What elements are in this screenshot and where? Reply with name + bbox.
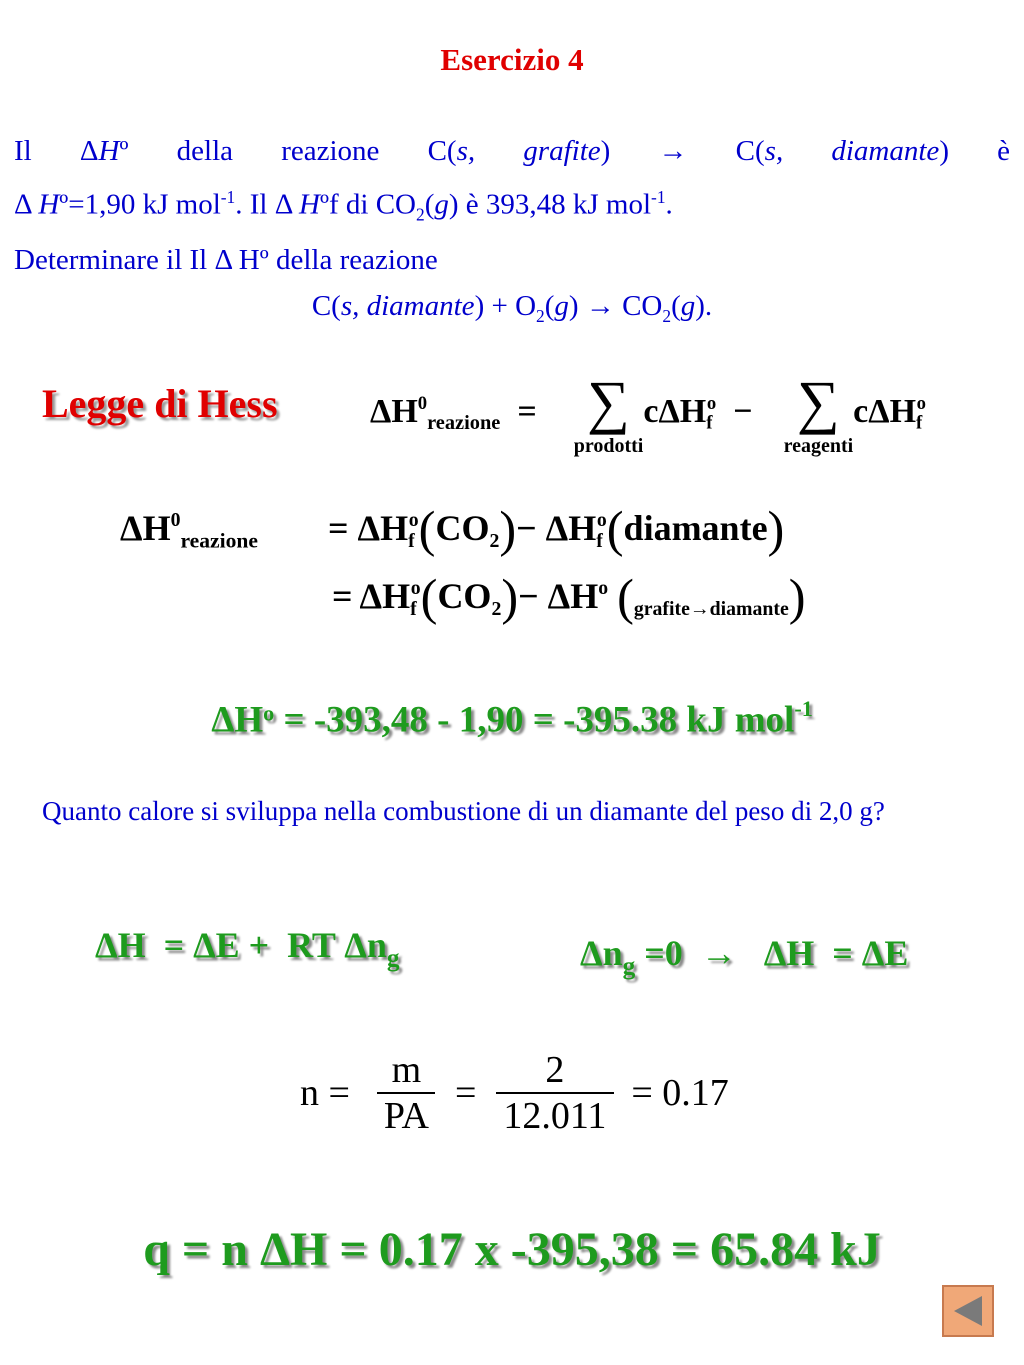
back-button[interactable] (942, 1285, 994, 1337)
word: Il (14, 135, 32, 167)
label-prodotti: prodotti (573, 435, 644, 457)
page-title: Esercizio 4 (440, 42, 584, 77)
word: reazione (281, 135, 380, 167)
delta-h-reazione: $\Delta H^0_{reazione}$ (120, 507, 259, 553)
reaction-equation-line-2: = $\Delta H_f^o(CO_2)- \Delta H^o$ $(_{grafite\to diamante})$ (332, 569, 806, 625)
subscript-reazione: reazione (427, 411, 501, 434)
back-arrow-icon (954, 1296, 982, 1326)
moles-equation: n = $\frac{m}{PA}$ = $\frac{2}{12.011}$ = 0.17 (300, 1049, 729, 1137)
relation-dh-de: ΔH = ΔE + RT $\Delta n_g$ (95, 925, 400, 972)
problem-line-1 (14, 128, 1010, 174)
word: della (176, 135, 234, 167)
fraction-m-over-pa (377, 1048, 435, 1138)
enthalpy-result: $\Delta H^o = -393,48 - 1,90 = -395.38$ kJ mol$^{-1}$ (211, 696, 813, 741)
product: C(s, diamante) (735, 135, 949, 167)
problem-line-4: C(s, diamante) + $O_2(g) \to CO_2(g)$. (311, 290, 713, 327)
moles-label: n = (300, 1072, 350, 1114)
word: è (997, 135, 1011, 167)
hess-law-equation: $\Delta H^0_{reazione}$ = ∑ prodotti cΔH$_f^o$ − ∑ reagenti cΔH$_f^o$ (370, 369, 926, 457)
reactant: C(s, grafite) (427, 135, 611, 167)
delta-h-reazione: $\Delta H^0_{reazione}$ (370, 392, 501, 434)
sum-products: ∑ prodotti (573, 369, 644, 457)
diamante-label: diamante (623, 507, 768, 548)
moles-value: = 0.17 (631, 1072, 729, 1114)
hess-law-title: Legge di Hess (42, 381, 278, 426)
question-sentence: Quanto calore si sviluppa nella combustione di un diamante del peso di 2,0 g? (42, 796, 885, 826)
numerator-m: m (391, 1049, 422, 1091)
relation-dng-zero: $\Delta n_g =0 \to \Delta H = \Delta E$ (580, 933, 909, 980)
sum-reactants: ∑ reagenti (783, 369, 854, 457)
label-reagenti: reagenti (783, 435, 854, 457)
problem-statement (14, 128, 1010, 339)
question-text (42, 790, 970, 832)
problem-line-2: Δ Hº=1,90 kJ mol$^{-1}$. Il Δ Hºf di $CO_2(g)$ è 393,48 kJ mol$^{-1}$. (14, 187, 673, 225)
delta-h: ΔHº (79, 135, 129, 167)
grafite-diamante-label: grafite→diamante (633, 597, 789, 620)
co2-formula: CO (437, 575, 492, 616)
subscript-reazione: reazione (180, 528, 259, 553)
fraction-2-over-mass (496, 1048, 614, 1138)
numerator-2: 2 (545, 1049, 565, 1091)
reaction-equation-line-1: $\Delta H^0_{reazione} = \Delta H_f^o(CO_2)-$ $\Delta H_f^o(diamante)$ (120, 501, 785, 557)
arrow-symbol: → (658, 135, 688, 167)
problem-line-3: Determinare il Il Δ Hº della reazione (14, 244, 438, 277)
co2-formula: CO (435, 507, 490, 548)
final-heat-result: q = n ΔH = 0.17 x -395,38 = 65.84 kJ (143, 1223, 881, 1276)
denominator-pa: PA (377, 1092, 435, 1138)
denominator-mass: 12.011 (496, 1092, 614, 1138)
